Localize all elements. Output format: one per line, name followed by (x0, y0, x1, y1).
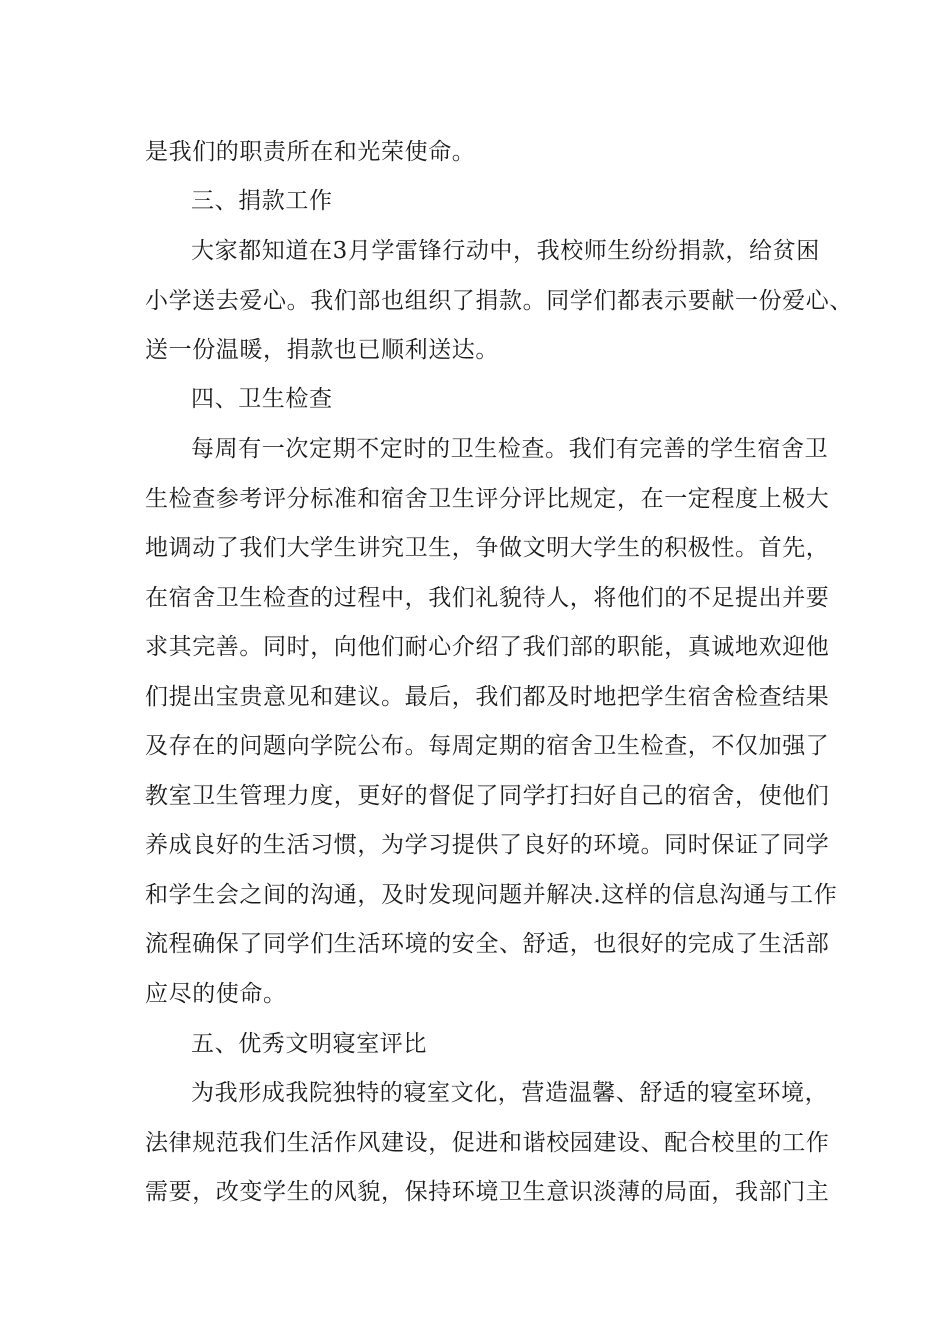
paragraph-line: 和学生会之间的沟通，及时发现问题并解决.这样的信息沟通与工作 (145, 882, 838, 908)
paragraph-line: 送一份温暖，捐款也已顺利送达。 (145, 337, 499, 363)
paragraph-line: 大家都知道在3月学雷锋行动中，我校师生纷纷捐款，给贫困 (191, 238, 820, 264)
paragraph-line: 为我形成我院独特的寝室文化，营造温馨、舒适的寝室环境， (191, 1080, 829, 1106)
paragraph-line: 生检查参考评分标准和宿舍卫生评分评比规定，在一定程度上极大 (145, 486, 830, 512)
paragraph-line: 是我们的职责所在和光荣使命。 (145, 139, 476, 165)
paragraph-line: 们提出宝贵意见和建议。最后，我们都及时地把学生宿舍检查结果 (145, 684, 830, 710)
paragraph-line: 每周有一次定期不定时的卫生检查。我们有完善的学生宿舍卫 (191, 436, 829, 462)
paragraph-line: 流程确保了同学们生活环境的安全、舒适，也很好的完成了生活部 (145, 931, 830, 957)
paragraph-line: 教室卫生管理力度，更好的督促了同学打扫好自己的宿舍，使他们 (145, 783, 830, 809)
section-heading: 三、捐款工作 (191, 188, 333, 214)
paragraph-line: 需要，改变学生的风貌，保持环境卫生意识淡薄的局面，我部门主 (145, 1179, 830, 1205)
paragraph-line: 求其完善。同时，向他们耐心介绍了我们部的职能，真诚地欢迎他 (145, 634, 830, 660)
paragraph-line: 应尽的使命。 (145, 981, 287, 1007)
paragraph-line: 法律规范我们生活作风建设，促进和谐校园建设、配合校里的工作 (145, 1130, 830, 1156)
paragraph-line: 养成良好的生活习惯，为学习提供了良好的环境。同时保证了同学 (145, 832, 830, 858)
paragraph-line: 小学送去爱心。我们部也组织了捐款。同学们都表示要献一份爱心、 (145, 288, 853, 314)
paragraph-line: 地调动了我们大学生讲究卫生，争做文明大学生的积极性。首先， (145, 535, 830, 561)
section-heading: 四、卫生检查 (191, 386, 333, 412)
section-heading: 五、优秀文明寝室评比 (191, 1031, 427, 1057)
paragraph-line: 及存在的问题向学院公布。每周定期的宿舍卫生检查，不仅加强了 (145, 733, 830, 759)
paragraph-line: 在宿舍卫生检查的过程中，我们礼貌待人，将他们的不足提出并要 (145, 585, 830, 611)
